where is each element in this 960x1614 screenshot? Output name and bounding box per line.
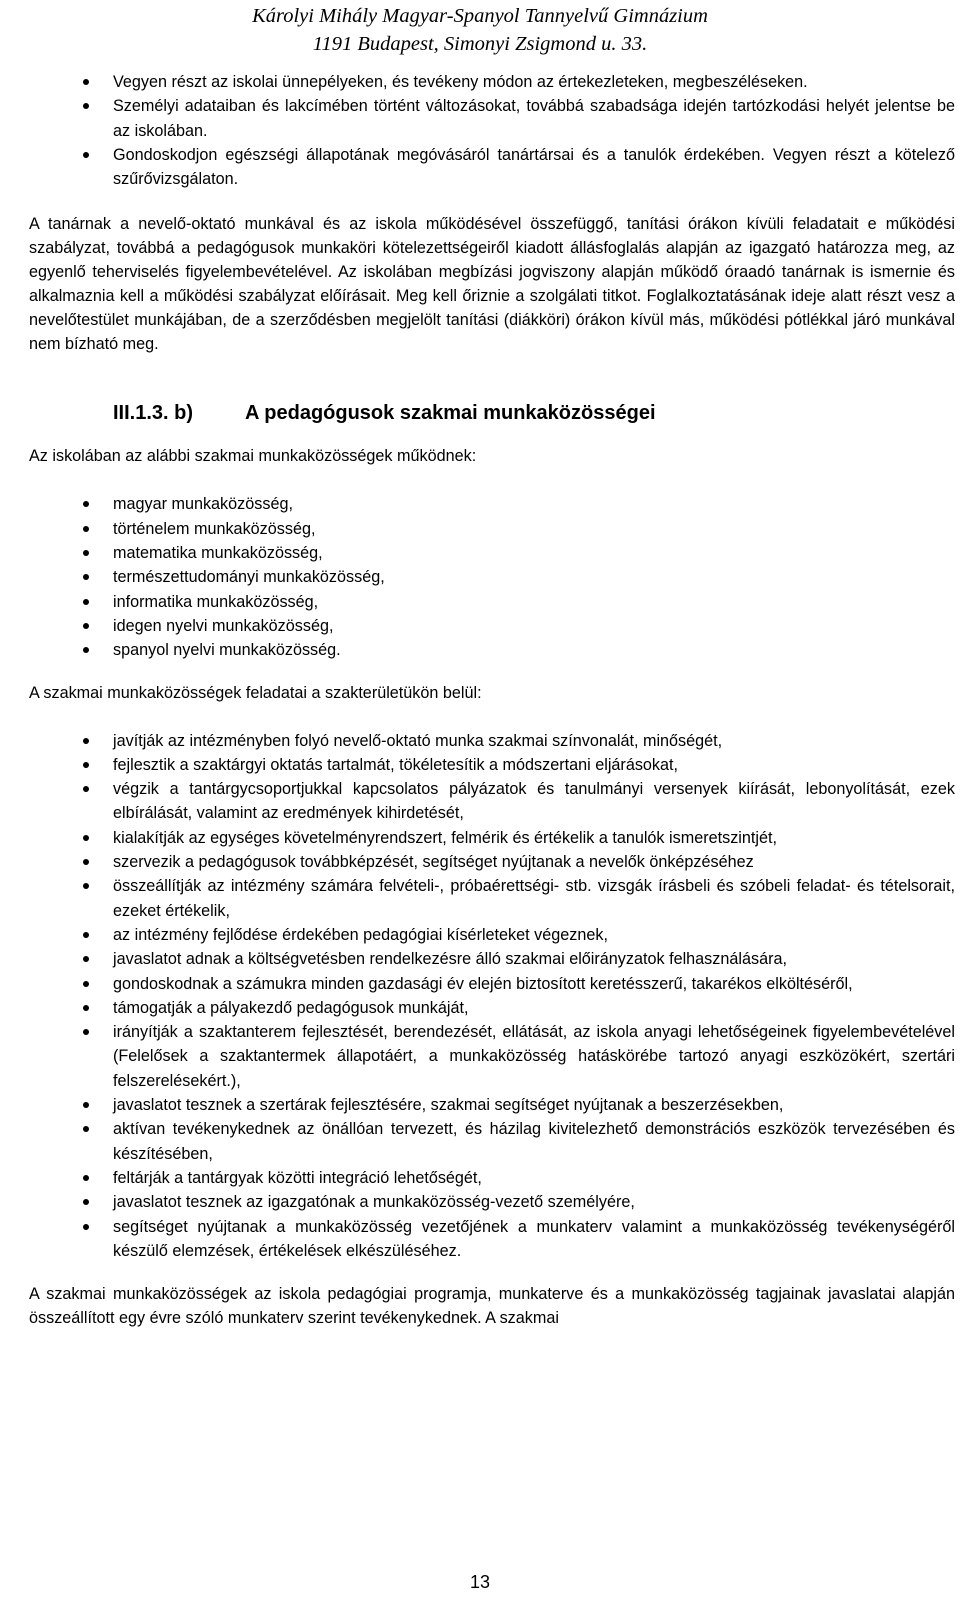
task-item: összeállítják az intézmény számára felvételi-, próbaérettségi- stb. vizsgák írásbeli és szóbeli feladat- és tételsorait, ezeket értékelik, [29,874,955,923]
header-address: 1191 Budapest, Simonyi Zsigmond u. 33. [312,33,648,55]
task-item: végzik a tantárgycsoportjukkal kapcsolatos pályázatok és tanulmányi versenyek kiírását, lebonyolítását, ezek elbírálását, valamint az eredmények kihirdetését, [29,777,955,826]
workgroup-item: spanyol nyelvi munkaközösség. [29,638,955,662]
task-item: támogatják a pályakezdő pedagógusok munkáját, [29,996,955,1020]
header-school-name: Károlyi Mihály Magyar-Spanyol Tannyelvű Gimnázium [252,5,708,27]
task-item: segítséget nyújtanak a munkaközösség vezetőjének a munkaterv valamint a munkaközösség tevékenységéről készülő elemzések, értékelések elkészüléséhez. [29,1215,955,1264]
task-item: fejlesztik a szaktárgyi oktatás tartalmát, tökéletesítik a módszertani eljárásokat, [29,753,955,777]
duty-item: Vegyen részt az iskolai ünnepélyeken, és tevékeny módon az értekezleteken, megbeszéléseken. [29,70,955,94]
task-item: javítják az intézményben folyó nevelő-oktató munka szakmai színvonalát, minőségét, [29,729,955,753]
tasks-intro: A szakmai munkaközösségek feladatai a szakterületükön belül: [29,683,482,702]
task-item: javaslatot adnak a költségvetésben rendelkezésre álló szakmai előirányzatok felhasználására, [29,947,955,971]
tasks-list [29,729,955,1264]
duty-item: Személyi adataiban és lakcímében történt változásokat, továbbá szabadsága idején tartózkodási helyét jelentse be az iskolában. [29,94,955,143]
paragraph-teacher-duties: A tanárnak a nevelő-oktató munkával és az iskola működésével összefüggő, tanítási órákon kívüli feladatait e működési szabályzat, továbbá a pedagógusok munkaköri kötelezettségeiről kiadott állásfoglalás alapján az igazgató határozza meg, az egyenlő teherviselés figyelembevételével. Az iskolában megbízási jogviszony alapján működő óraadó tanárnak is ismernie és alkalmaznia kell a működési szabályzat előírásait. Meg kell őriznie a szolgálati titkot. Foglalkoztatásának ideje alatt részt vesz a nevelőtestület munkájában, de a szerződésben megjelölt tanítási (diákköri) órákon kívül más, működési pótlékkal járó munkával nem bízható meg. [29,215,955,354]
page-content [29,70,955,1330]
workgroup-item: magyar munkaközösség, [29,492,955,516]
task-item: feltárják a tantárgyak közötti integráció lehetőségét, [29,1166,955,1190]
duties-list [29,70,955,191]
workgroups-list [29,492,955,662]
task-item: szervezik a pedagógusok továbbképzését, segítséget nyújtanak a nevelők önképzéséhez [29,850,955,874]
section-title: A pedagógusok szakmai munkaközösségei [245,402,656,425]
section-heading [29,399,955,427]
task-item: javaslatot tesznek az igazgatónak a munkaközösség-vezető személyére, [29,1190,955,1214]
workgroup-item: idegen nyelvi munkaközösség, [29,614,955,638]
workgroup-item: természettudományi munkaközösség, [29,565,955,589]
workgroup-item: történelem munkaközösség, [29,517,955,541]
workgroups-intro: Az iskolában az alábbi szakmai munkaközösségek működnek: [29,447,477,466]
task-item: gondoskodnak a számukra minden gazdasági év elején biztosított keretésszerű, takarékos elköltéséről, [29,972,955,996]
task-item: kialakítják az egységes követelményrendszert, felmérik és értékelik a tanulók ismeretszintjét, [29,826,955,850]
task-item: javaslatot tesznek a szertárak fejlesztésére, szakmai segítséget nyújtanak a beszerzésekben, [29,1093,955,1117]
workgroup-item: informatika munkaközösség, [29,590,955,614]
task-item: irányítják a szaktanterem fejlesztését, berendezését, ellátását, az iskola anyagi lehetőségeinek figyelembevételével (Felelősek a szaktantermek állapotáért, a munkaközösség hatáskörébe tartozó anyagi eszközökért, szertári felszerelésekért.), [29,1020,955,1093]
task-item: az intézmény fejlődése érdekében pedagógiai kísérleteket végeznek, [29,923,955,947]
page-header [0,0,960,58]
workgroup-item: matematika munkaközösség, [29,541,955,565]
paragraph-workgroup-plan: A szakmai munkaközösségek az iskola pedagógiai programja, munkaterve és a munkaközösség tagjainak javaslatai alapján összeállított egy évre szóló munkaterv szerint tevékenykednek. A szakmai [29,1285,955,1328]
page-number: 13 [469,1572,491,1592]
duty-item: Gondoskodjon egészségi állapotának megóvásáról tanártársai és a tanulók érdekében. Vegyen részt a kötelező szűrővizsgálaton. [29,143,955,192]
section-number: III.1.3. b) [113,402,194,425]
task-item: aktívan tevékenykednek az önállóan tervezett, és házilag kivitelezhető demonstrációs eszközök tervezésében és készítésében, [29,1117,955,1166]
